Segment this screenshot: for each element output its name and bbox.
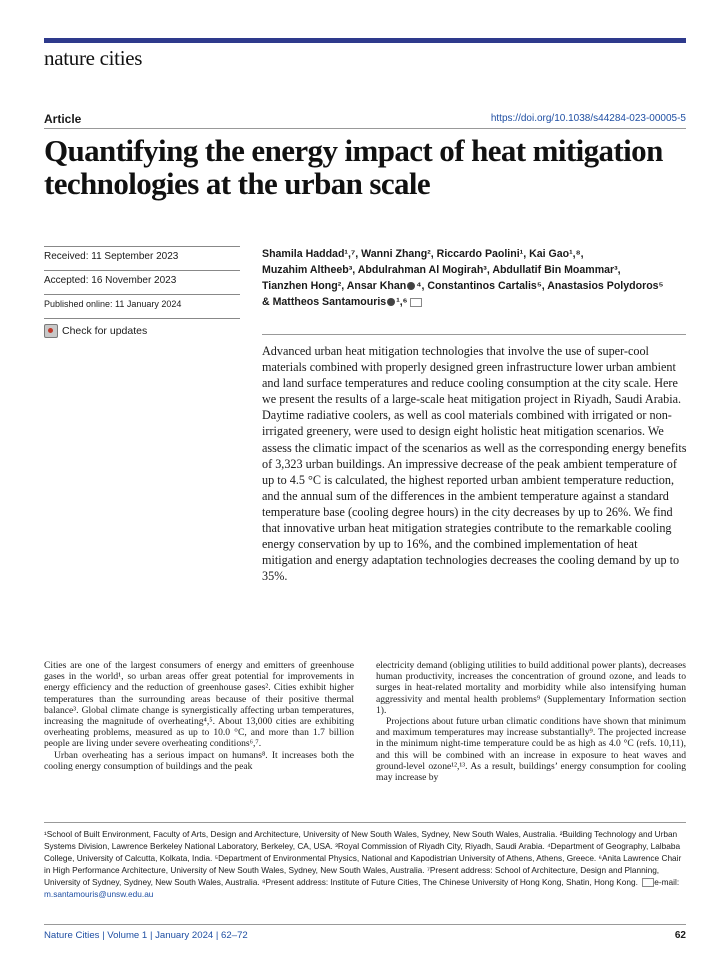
footnote-divider xyxy=(44,822,686,823)
published-date: Published online: 11 January 2024 xyxy=(44,294,240,318)
paragraph: electricity demand (obliging utilities to build additional power plants), decreases human productivity, increases the concentration of ground ozone, and leads to surges in heat-related mortality and morbidity while also intensifying human aggressivity and mental health problems⁹ (Supplementary Information section 1). xyxy=(376,660,686,716)
body-column-left xyxy=(44,660,354,783)
article-type-label: Article xyxy=(44,112,82,126)
check-for-updates-button[interactable] xyxy=(44,318,240,342)
mail-icon xyxy=(642,878,654,887)
journal-header-bar xyxy=(44,38,686,43)
paragraph: Urban overheating has a serious impact on humans⁸. It increases both the cooling energy consumption of buildings and the peak xyxy=(44,749,354,772)
author-line: Tianzhen Hong², Ansar Khan ⁴, Constantinos Cartalis⁵, Anastasios Polydoros⁵ xyxy=(262,280,664,292)
accepted-date: Accepted: 16 November 2023 xyxy=(44,270,240,294)
footer-divider xyxy=(44,924,686,925)
received-date: Received: 11 September 2023 xyxy=(44,246,240,270)
body-text xyxy=(44,660,686,783)
paragraph: Cities are one of the largest consumers of energy and emitters of greenhouse gases in the world¹, so urban areas offer great potential for improvements in energy efficiency and the reduction of greenhouse gases². Cities exhibit higher temperatures than the surrounding areas because of their positive thermal balance³. Global climate change is synergistically affecting urban temperatures, increasing the magnitude of overheating⁴,⁵. About 13,000 cities are exhibiting overheating problems, measured as up to 10.0 °C, and more than 1.7 billion people are living under severe overheating conditions⁶,⁷. xyxy=(44,660,354,750)
article-title: Quantifying the energy impact of heat mitigation technologies at the urban scale xyxy=(44,133,663,201)
abstract-divider xyxy=(262,334,686,335)
check-for-updates-label: Check for updates xyxy=(62,324,148,337)
mail-icon[interactable] xyxy=(410,298,422,307)
journal-name: nature cities xyxy=(44,46,143,70)
orcid-icon[interactable] xyxy=(387,298,395,306)
affiliations: ¹School of Built Environment, Faculty of Arts, Design and Architecture, University of New South Wales, Sydney, New South Wales, Australia. ²Building Technology and Urban Systems Division, Lawrence Berkeley National Laboratory, Berkeley, CA, USA. ³Royal Commission of Riyadh City, Riyadh, Saudi Arabia. ⁴Department of Geography, Lalbaba College, University of Calcutta, Kolkata, India. ⁵Department of Environmental Physics, National and Kapodistrian University of Athens, Athens, Greece. ⁶Anita Lawrence Chair in High Performance Architecture, University of New South Wales, Sydney, New South Wales, Australia. ⁷Present address: School of Architecture, Design and Planning, University of Sydney, Sydney, New South Wales, Australia. ⁸Present address: Institute of Future Cities, The Chinese University of Hong Kong, Shatin, Hong Kong. e-mail: m.santamouris@unsw.edu.au xyxy=(44,829,682,899)
body-column-right xyxy=(376,660,686,783)
footer-citation: Nature Cities | Volume 1 | January 2024 | 62–72 xyxy=(44,930,248,941)
abstract: Advanced urban heat mitigation technologies that involve the use of super-cool materials combined with properly designed green infrastructure lower urban ambient and land surface temperatures and reduce cooling consumption at the city scale. Here we present the results of a large-scale heat mitigation project in Riyadh, Saudi Arabia. Daytime radiative coolers, as well as cool materials combined with irrigated or non-irrigated greenery, were used to design eight holistic heat mitigation scenarios. We assess the climatic impact of the scenarios as well as the corresponding energy benefits of 3,323 urban buildings. An impressive decrease of the peak ambient temperature of up to 4.5 °C is calculated, the highest reported urban ambient temperature reduction, and the annual sum of the differences in the ambient temperature against a standard temperature base (cooling degree hours) in the city decreases by up to 26%. We find that innovative urban heat mitigation strategies contribute to the remarkable cooling energy conservation by up to 16%, and the combined implementation of heat mitigation and energy adaptation technologies decreases the cooling demand by up to 35%. xyxy=(262,344,687,584)
orcid-icon[interactable] xyxy=(407,282,415,290)
check-for-updates-icon xyxy=(44,324,58,338)
author-line: & Mattheos Santamouris ¹,⁶ xyxy=(262,294,682,310)
author-line: Shamila Haddad¹,⁷, Wanni Zhang², Riccardo Paolini¹, Kai Gao¹,⁸, xyxy=(262,248,584,260)
article-history xyxy=(44,246,240,342)
paragraph: Projections about future urban climatic conditions have shown that minimum and maximum temperatures may increase substantially⁹. The projected increase in the minimum night-time temperature could be as high as 4.0 °C (refs. 10,11), and this will be combined with an increase in exposure to heat waves and ground-level ozone¹²,¹³. As a result, buildings’ energy consumption for cooling may increase by xyxy=(376,716,686,784)
doi-link[interactable]: https://doi.org/10.1038/s44284-023-00005-5 xyxy=(490,113,686,124)
email-link[interactable]: m.santamouris@unsw.edu.au xyxy=(44,889,154,899)
title-divider xyxy=(44,128,686,129)
author-list xyxy=(262,246,682,310)
author-line: Muzahim Altheeb³, Abdulrahman Al Mogirah³, Abdullatif Bin Moammar³, xyxy=(262,264,621,276)
page-number: 62 xyxy=(674,930,686,941)
